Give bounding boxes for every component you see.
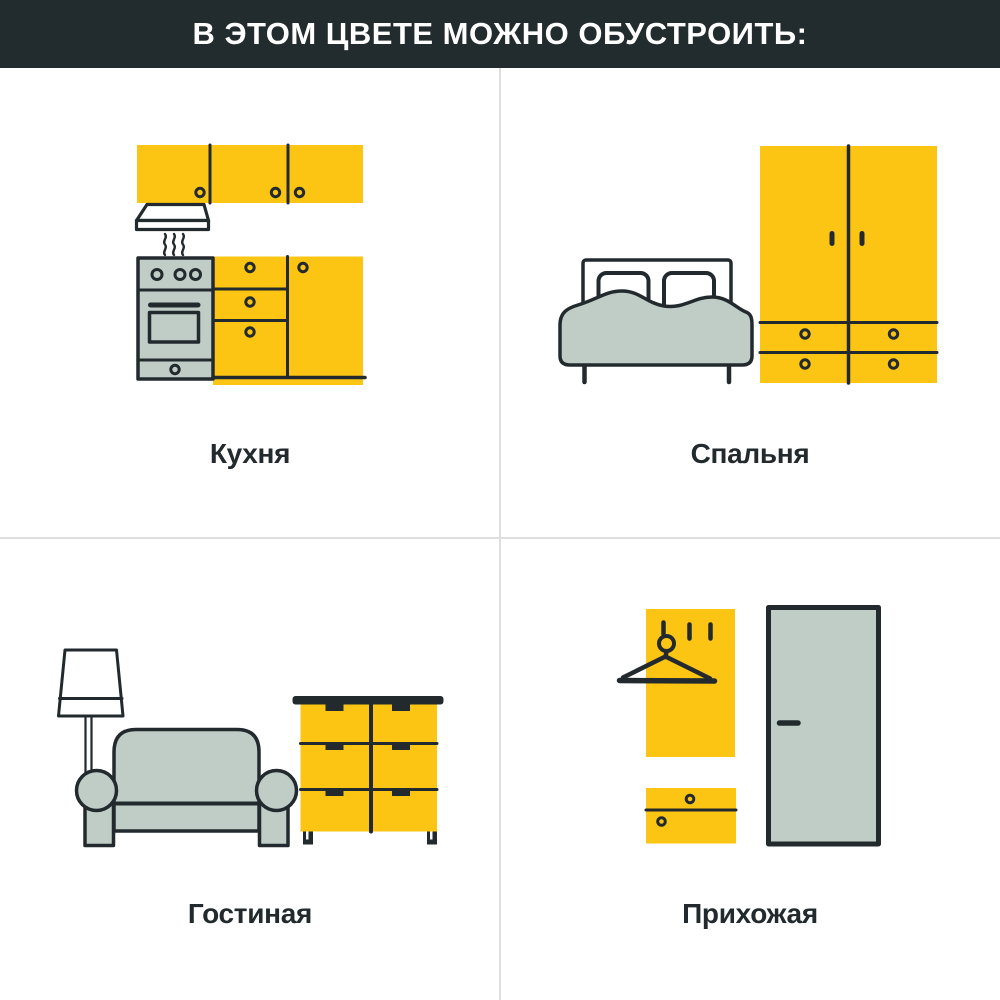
- wardrobe-icon: [760, 146, 937, 383]
- quadrant-kitchen: [0, 68, 500, 539]
- bed-icon: [560, 260, 752, 382]
- dresser-icon: [293, 696, 444, 845]
- hallway-illustration: [500, 539, 1000, 1000]
- stove-icon: [138, 258, 213, 379]
- shoe-cabinet-icon: [646, 788, 736, 844]
- page-title: В ЭТОМ ЦВЕТЕ МОЖНО ОБУСТРОИТЬ:: [192, 16, 808, 51]
- quadrant-hallway: [500, 539, 1000, 1000]
- hallway-label: Прихожая: [682, 898, 818, 929]
- door-icon: [769, 608, 879, 845]
- kitchen-label: Кухня: [209, 438, 291, 469]
- bedroom-label: Спальня: [690, 438, 810, 469]
- sofa-icon: [77, 730, 297, 846]
- upper-cabinets-icon: [137, 145, 363, 203]
- living-room-illustration: [0, 539, 500, 1000]
- living-room-label: Гостиная: [187, 898, 313, 929]
- lower-cabinets-icon: [213, 257, 365, 386]
- range-hood-icon: [137, 205, 209, 256]
- header-banner: [0, 0, 1000, 68]
- quadrant-bedroom: [500, 68, 1000, 539]
- quadrant-living-room: [0, 539, 500, 1000]
